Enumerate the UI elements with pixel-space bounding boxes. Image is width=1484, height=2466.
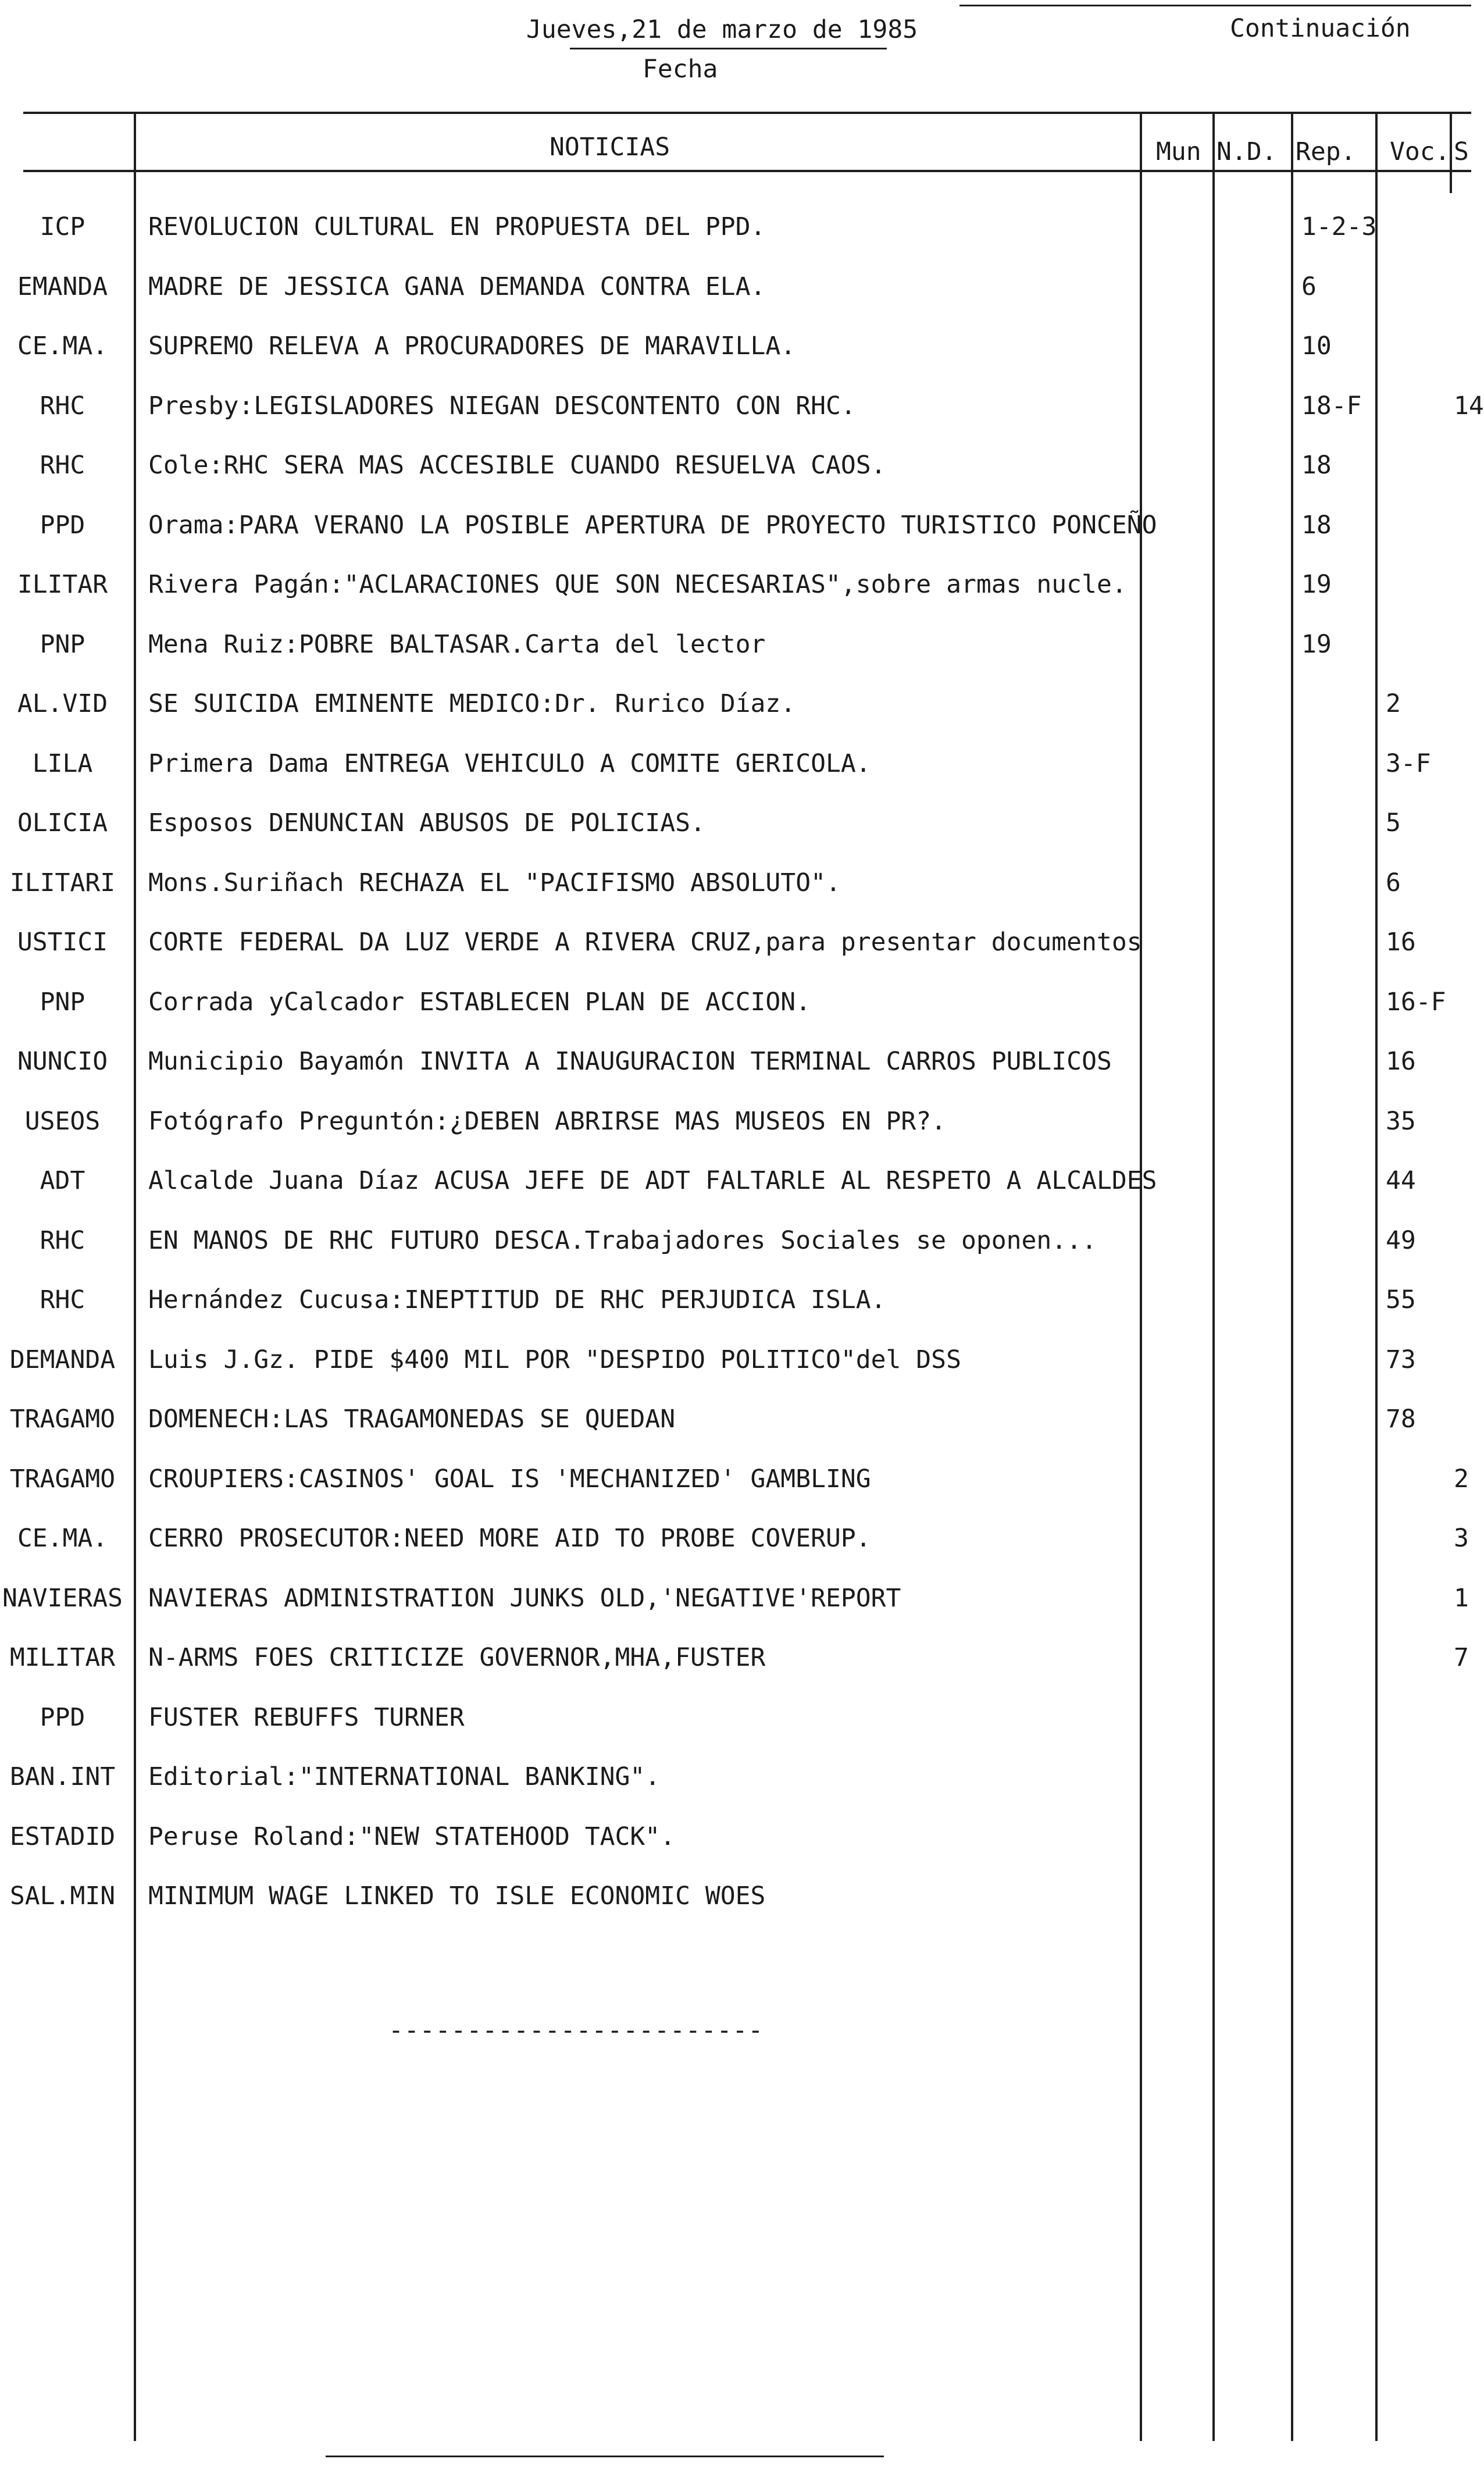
row-voc-page: 49 [1386,1225,1416,1255]
row-headline: SE SUICIDA EMINENTE MEDICO:Dr. Rurico Díaz. [148,689,796,718]
row-s-page: 14 [1454,391,1484,420]
row-headline: Editorial:"INTERNATIONAL BANKING". [148,1762,661,1791]
row-headline: N-ARMS FOES CRITICIZE GOVERNOR,MHA,FUSTER [148,1643,766,1672]
row-headline: CORTE FEDERAL DA LUZ VERDE A RIVERA CRUZ,para presentar documentos [148,928,1142,957]
row-headline: DOMENECH:LAS TRAGAMONEDAS SE QUEDAN [148,1405,676,1434]
table-row [0,198,1471,256]
row-code: TRAGAMO [9,1405,116,1434]
table-row [0,1748,1471,1806]
row-code: TRAGAMO [9,1464,116,1494]
row-headline: Corrada yCalcador ESTABLECEN PLAN DE ACCION. [148,987,811,1017]
row-voc-page: 73 [1386,1345,1416,1374]
table-row [0,377,1484,435]
row-headline: Fotógrafo Preguntón:¿DEBEN ABRIRSE MAS MUSEOS EN PR?. [148,1106,947,1136]
row-voc-page: 5 [1386,808,1401,838]
row-code: PPD [40,510,85,540]
row-headline: Mena Ruiz:POBRE BALTASAR.Carta del lector [148,629,766,659]
column-header-mun: Mun [1156,137,1201,166]
column-header-voc: Voc. [1390,137,1450,166]
row-code: ESTADID [9,1822,116,1851]
table-top-rule [23,112,1471,114]
row-headline: Orama:PARA VERANO LA POSIBLE APERTURA DE PROYECTO TURISTICO PONCEÑO [148,510,1157,540]
row-s-page: 3 [1454,1524,1469,1553]
row-rep-page: 18-F [1301,391,1362,420]
table-row [0,854,1471,912]
row-code: ILITAR [17,570,108,599]
table-row [0,1390,1471,1448]
row-code: ILITARI [9,868,116,897]
row-headline: MINIMUM WAGE LINKED TO ISLE ECONOMIC WOES [148,1881,766,1911]
row-rep-page: 18 [1301,451,1332,480]
row-voc-page: 55 [1386,1285,1416,1314]
row-voc-page: 6 [1386,868,1401,897]
row-code: CE.MA. [17,332,108,361]
row-headline: Peruse Roland:"NEW STATEHOOD TACK". [148,1822,676,1851]
table-row [0,258,1471,316]
row-headline: Luis J.Gz. PIDE $400 MIL POR "DESPIDO POLITICO"del DSS [148,1345,961,1374]
row-code: RHC [40,1225,85,1255]
column-header-news: NOTICIAS [550,133,670,162]
row-s-page: 2 [1454,1464,1469,1494]
row-code: RHC [40,1285,85,1314]
table-row [0,1688,1471,1747]
row-rep-page: 19 [1301,570,1332,599]
table-row [0,1092,1471,1150]
row-code: NAVIERAS [2,1583,123,1613]
row-headline: Primera Dama ENTREGA VEHICULO A COMITE GERICOLA. [148,749,871,778]
row-code: USTICI [17,928,108,957]
row-code: DEMANDA [9,1345,116,1374]
table-row [0,1450,1471,1508]
row-headline: Presby:LEGISLADORES NIEGAN DESCONTENTO CON RHC. [148,391,856,420]
table-row [0,794,1471,852]
row-rep-page: 10 [1301,332,1332,361]
row-s-page: 1 [1454,1583,1469,1613]
row-voc-page: 78 [1386,1405,1416,1434]
column-header-nd: N.D. [1217,137,1277,166]
end-marker: ------------------------ [388,2016,764,2045]
row-code: CE.MA. [17,1524,108,1553]
row-headline: SUPREMO RELEVA A PROCURADORES DE MARAVILLA. [148,332,796,361]
table-row [0,615,1471,673]
row-code: LILA [32,749,93,778]
bottom-edge-line [326,2456,884,2457]
table-row [0,1509,1471,1567]
row-code: ADT [40,1166,85,1195]
row-headline: Municipio Bayamón INVITA A INAUGURACION TERMINAL CARROS PUBLICOS [148,1047,1112,1076]
table-row [0,675,1471,733]
row-headline: EN MANOS DE RHC FUTURO DESCA.Trabajadores Sociales se oponen... [148,1225,1097,1255]
table-row [0,913,1471,971]
row-rep-page: 18 [1301,510,1332,540]
row-code: EMANDA [17,272,108,301]
row-code: ICP [40,212,85,241]
row-voc-page: 2 [1386,689,1401,718]
row-voc-page: 35 [1386,1106,1416,1136]
row-headline: CERRO PROSECUTOR:NEED MORE AID TO PROBE COVERUP. [148,1524,871,1553]
table-row [0,1867,1471,1925]
row-rep-page: 1-2-3 [1301,212,1377,241]
table-row [0,1808,1471,1866]
date-line: Jueves,21 de marzo de 1985 [526,15,918,44]
row-code: NUNCIO [17,1047,108,1076]
table-row [0,1152,1471,1210]
row-code: AL.VID [17,689,108,718]
row-code: RHC [40,391,85,420]
row-voc-page: 16-F [1386,987,1446,1017]
table-row [0,1211,1471,1270]
row-headline: Mons.Suriñach RECHAZA EL "PACIFISMO ABSOLUTO". [148,868,841,897]
row-headline: FUSTER REBUFFS TURNER [148,1702,465,1732]
table-row [0,496,1471,554]
row-headline: NAVIERAS ADMINISTRATION JUNKS OLD,'NEGATIVE'REPORT [148,1583,901,1613]
date-caption: Fecha [643,55,718,84]
row-rep-page: 19 [1301,629,1332,659]
column-divider-s [1450,112,1452,193]
date-underline [570,48,887,49]
continuation-label: Continuación [1230,14,1411,43]
table-header-rule [23,170,1471,172]
row-headline: Alcalde Juana Díaz ACUSA JEFE DE ADT FALTARLE AL RESPETO A ALCALDES [148,1166,1157,1195]
row-code: OLICIA [17,808,108,838]
row-code: RHC [40,451,85,480]
row-code: MILITAR [9,1643,116,1672]
table-row [0,735,1471,793]
row-code: SAL.MIN [9,1881,116,1911]
table-row [0,1271,1471,1329]
table-row [0,317,1471,375]
row-s-page: 7 [1454,1643,1469,1672]
row-headline: Rivera Pagán:"ACLARACIONES QUE SON NECESARIAS",sobre armas nucle. [148,570,1127,599]
column-header-rep: Rep. [1296,137,1356,166]
row-code: PNP [40,987,85,1017]
table-row [0,436,1471,494]
row-headline: CROUPIERS:CASINOS' GOAL IS 'MECHANIZED' GAMBLING [148,1464,871,1494]
row-code: BAN.INT [9,1762,116,1791]
row-code: PPD [40,1702,85,1732]
table-row [0,555,1471,614]
row-voc-page: 16 [1386,1047,1416,1076]
row-headline: Esposos DENUNCIAN ABUSOS DE POLICIAS. [148,808,705,838]
row-headline: REVOLUCION CULTURAL EN PROPUESTA DEL PPD. [148,212,766,241]
row-headline: MADRE DE JESSICA GANA DEMANDA CONTRA ELA. [148,272,766,301]
row-headline: Hernández Cucusa:INEPTITUD DE RHC PERJUDICA ISLA. [148,1285,886,1314]
column-header-s: S [1454,137,1469,166]
table-row [0,1569,1471,1627]
row-headline: Cole:RHC SERA MAS ACCESIBLE CUANDO RESUELVA CAOS. [148,451,886,480]
row-code: PNP [40,629,85,659]
table-row [0,1032,1471,1091]
row-rep-page: 6 [1301,272,1317,301]
table-row [0,1331,1471,1389]
table-row [0,1628,1471,1687]
top-edge-line [959,5,1471,6]
table-row [0,973,1471,1031]
row-voc-page: 3-F [1386,749,1431,778]
row-voc-page: 16 [1386,928,1416,957]
row-code: USEOS [24,1106,101,1136]
row-voc-page: 44 [1386,1166,1416,1195]
